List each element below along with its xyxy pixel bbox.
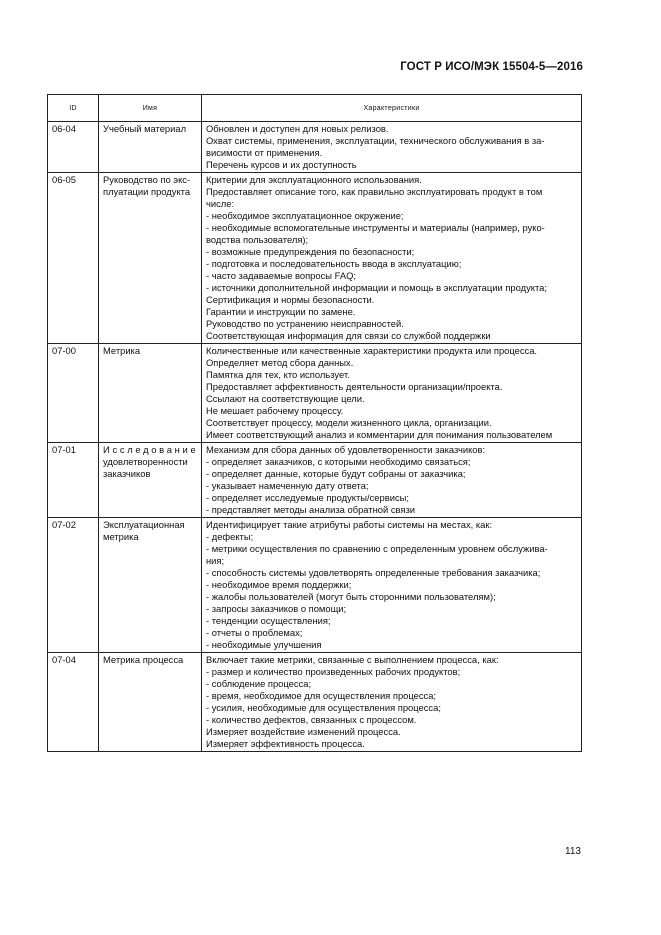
cell-name [99,122,202,173]
characteristic-line: Измеряет воздействие изменений процесса. [206,726,401,737]
characteristic-line: Определяет метод сбора данных. [206,357,354,368]
characteristic-line: - количество дефектов, связанных с процессом. [206,714,417,725]
cell-name [99,344,202,443]
column-header-name: Имя [99,95,202,122]
characteristic-line: Соответствует процессу, модели жизненного цикла, организации. [206,417,492,428]
column-header-id: ID [48,95,99,122]
characteristic-line: - определяет исследуемые продукты/сервисы; [206,492,409,503]
characteristic-line: Ссылают на соответствующие цели. [206,393,365,404]
characteristic-line: - определяет заказчиков, с которыми необходимо связаться; [206,456,471,467]
name-line: заказчиков [103,468,151,479]
name-line: Метрика [103,345,141,356]
characteristic-line: - необходимые улучшения [206,639,322,650]
name-line: Эксплуатационная [103,519,185,530]
cell-id: 07-01 [48,443,99,518]
cell-name [99,518,202,653]
cell-characteristics [202,173,582,344]
name-line: Исследование [103,444,199,455]
characteristic-line: Идентифицирует такие атрибуты работы системы на местах, как: [206,519,493,530]
cell-characteristics [202,443,582,518]
name-line: удовлетворенности [103,456,188,467]
characteristic-line: - отчеты о проблемах; [206,627,303,638]
name-line: Руководство по экс- [103,174,191,185]
cell-id: 07-00 [48,344,99,443]
page-number: 113 [565,846,581,857]
table-header-row [48,95,582,122]
characteristic-line: - указывает намеченную дату ответа; [206,480,369,491]
characteristic-line: - источники дополнительной информации и помощь в эксплуатации продукта; [206,282,547,293]
characteristic-line: Механизм для сбора данных об удовлетворенности заказчиков: [206,444,486,455]
characteristic-line: ния; [206,555,225,566]
work-products-table [47,94,582,752]
characteristic-line: - запросы заказчиков о помощи; [206,603,347,614]
characteristic-line: - время, необходимое для осуществления процесса; [206,690,437,701]
characteristic-line: - соблюдение процесса; [206,678,312,689]
characteristic-line: числе: [206,198,235,209]
characteristic-line: водства пользователя); [206,234,309,245]
characteristic-line: - необходимое время поддержки; [206,579,352,590]
cell-name [99,173,202,344]
cell-characteristics [202,518,582,653]
cell-name [99,653,202,752]
table-row [48,122,582,173]
characteristic-line: Не мешает рабочему процессу. [206,405,344,416]
table-row [48,653,582,752]
characteristic-line: Измеряет эффективность процесса. [206,738,365,749]
cell-id: 07-04 [48,653,99,752]
characteristic-line: Предоставляет эффективность деятельности организации/проекта. [206,381,503,392]
characteristic-line: Гарантии и инструкции по замене. [206,306,356,317]
column-header-characteristics: Характеристики [202,95,582,122]
characteristic-line: - возможные предупреждения по безопасности; [206,246,415,257]
characteristic-line: Соответствующая информация для связи со службой поддержки [206,330,491,341]
characteristic-line: - представляет методы анализа обратной связи [206,504,415,515]
characteristic-line: - необходимые вспомогательные инструменты и материалы (например, руко- [206,222,545,233]
characteristic-line: висимости от применения. [206,147,323,158]
characteristic-line: - способность системы удовлетворять определенные требования заказчика; [206,567,541,578]
characteristic-line: - усилия, необходимые для осуществления процесса; [206,702,441,713]
cell-characteristics [202,122,582,173]
characteristic-line: Включает такие метрики, связанные с выполнением процесса, как: [206,654,499,665]
characteristic-line: Охват системы, применения, эксплуатации, технического обслуживания в за- [206,135,545,146]
cell-name [99,443,202,518]
table-row [48,443,582,518]
characteristic-line: - часто задаваемые вопросы FAQ; [206,270,357,281]
name-line: Метрика процесса [103,654,184,665]
characteristic-line: Имеет соответствующий анализ и комментарии для понимания пользователем [206,429,553,440]
name-line: метрика [103,531,139,542]
characteristic-line: Сертификация и нормы безопасности. [206,294,375,305]
characteristic-line: - необходимое эксплуатационное окружение; [206,210,404,221]
characteristic-line: Критерии для эксплуатационного использования. [206,174,422,185]
name-line: плуатации продукта [103,186,191,197]
characteristic-line: Перечень курсов и их доступность [206,159,357,170]
cell-characteristics [202,653,582,752]
cell-id: 06-05 [48,173,99,344]
characteristic-line: - определяет данные, которые будут собраны от заказчика; [206,468,466,479]
name-line: Учебный материал [103,123,187,134]
table-row [48,344,582,443]
table-row [48,173,582,344]
table-row [48,518,582,653]
standard-title: ГОСТ Р ИСО/МЭК 15504-5—2016 [400,61,583,73]
characteristic-line: Обновлен и доступен для новых релизов. [206,123,389,134]
characteristic-line: Руководство по устранению неисправностей. [206,318,404,329]
characteristic-line: Предоставляет описание того, как правильно эксплуатировать продукт в том [206,186,543,197]
characteristic-line: - размер и количество произведенных рабочих продуктов; [206,666,461,677]
characteristic-line: - метрики осуществления по сравнению с определенным уровнем обслужива- [206,543,548,554]
characteristic-line: - тенденции осуществления; [206,615,331,626]
cell-id: 06-04 [48,122,99,173]
characteristic-line: - жалобы пользователей (могут быть сторонними пользователям); [206,591,496,602]
cell-id: 07-02 [48,518,99,653]
characteristic-line: Количественные или качественные характеристики продукта или процесса. [206,345,538,356]
characteristic-line: - подготовка и последовательность ввода в эксплуатацию; [206,258,462,269]
cell-characteristics [202,344,582,443]
characteristic-line: - дефекты; [206,531,254,542]
characteristic-line: Памятка для тех, кто использует. [206,369,350,380]
